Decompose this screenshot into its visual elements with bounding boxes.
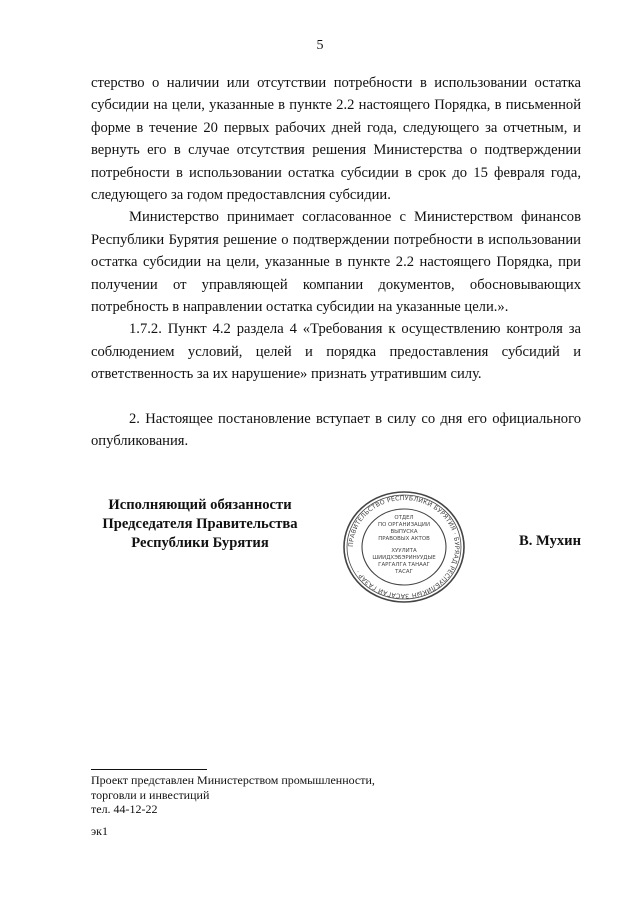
- seal-center-line: ШИИДХЭБЭРИНУУДЫЕ: [372, 555, 436, 561]
- body-paragraph-ministry-decision: Министерство принимает согласованное с Министерством финансов Республики Бурятия решение о подтверждении потребности в использовании остатка субсидии на цели, указанные в пункте 2.2 настоящего Порядка, при получении от управляющей компании документов, обосновывающих потребность в направлении остатка субсидии на указанные цели.».: [91, 209, 581, 316]
- signatory-position-line: Председателя Правительства: [102, 516, 298, 532]
- signatory-name: В. Мухин: [518, 533, 581, 549]
- seal-ring-text: ПРАВИТЕЛЬСТВО РЕСПУБЛИКИ БУРЯТИЯ · БУРЯАД РЕСПУБЛИКЫН ЗАСАГАЙ ГАЗАР ·: [347, 494, 461, 600]
- seal-center-line: ХУУЛИТА: [391, 548, 417, 554]
- footnote: [91, 773, 511, 817]
- signatory-position: [91, 496, 309, 553]
- footnote-line: тел. 44-12-22: [91, 802, 158, 816]
- seal-center-line: ОТДЕЛ: [394, 515, 414, 521]
- footnote-divider: [91, 769, 207, 770]
- document-body: [91, 72, 581, 453]
- seal-center-line: ПРАВОВЫХ АКТОВ: [378, 536, 430, 542]
- seal-center-line: ГАРГАЛГА ТАНААГ: [378, 562, 430, 568]
- body-paragraph-continuation: стерство о наличии или отсутствии потребности в использовании остатка субсидии на цели, указанные в пункте 2.2 настоящего Порядка, в письменной форме в течение 20 первых рабочих дней года, следующего за отчетным, и вернуть его в случае отсутствия решения Министерства о подтверждении потребности в использовании остатка субсидии в срок до 15 февраля года, следующего за годом предоставлсния субсидии.: [91, 75, 581, 204]
- page-number: 5: [316, 38, 324, 53]
- document-code: эк1: [91, 824, 108, 838]
- body-paragraph-effective-date: 2. Настоящее постановление вступает в силу со дня его официального опубликования.: [91, 410, 581, 450]
- body-paragraph-clause-1-7-2: 1.7.2. Пункт 4.2 раздела 4 «Требования к осуществлению контроля за соблюдением условий, целей и порядка предоставления субсидий и ответственность за их нарушение» признать утратившим силу.: [91, 321, 581, 383]
- footnote-line: Проект представлен Министерством промышленности,: [91, 773, 375, 787]
- official-seal-stamp: [341, 490, 467, 604]
- svg-text:ПРАВИТЕЛЬСТВО РЕСПУБЛИКИ БУРЯТ: [348, 495, 460, 599]
- signatory-position-line: Республики Бурятия: [131, 535, 269, 551]
- seal-center-line: ТАСАГ: [395, 569, 413, 575]
- footnote-line: торговли и инвестиций: [91, 787, 210, 802]
- seal-center-line: ВЫПУСКА: [390, 529, 418, 535]
- seal-center-line: ПО ОРГАНИЗАЦИИ: [378, 522, 430, 528]
- signatory-position-line: Исполняющий обязанности: [108, 497, 292, 513]
- signature-block: [91, 490, 581, 602]
